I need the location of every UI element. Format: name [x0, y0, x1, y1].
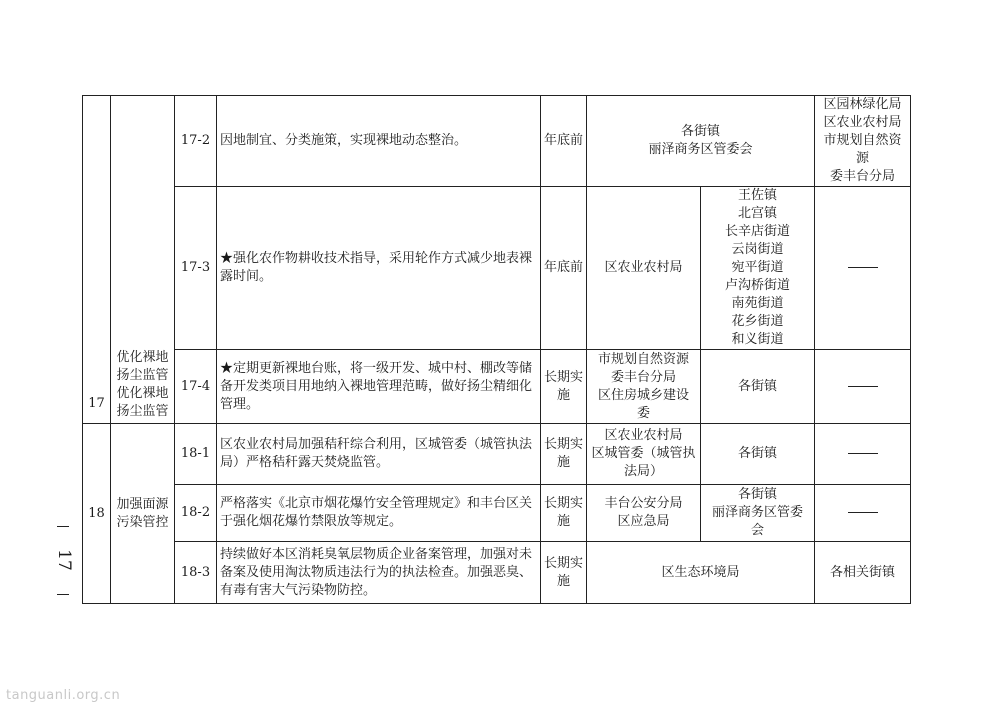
group-name-cell	[111, 424, 175, 604]
co-unit-line: 和义街道	[731, 332, 784, 347]
measure-text: 因地制宜、分类施策，实现裸地动态整治。	[217, 96, 541, 187]
lead-unit: 区生态环境局	[587, 542, 815, 604]
partner-unit	[815, 485, 911, 542]
empty-dash	[848, 386, 878, 387]
measure-text: ★定期更新裸地台账，将一级开发、城中村、棚改等储备开发类项目用地纳入裸地管理范畴，做好扬尘精细化管理。	[217, 350, 541, 424]
deadline: 长期实施	[541, 424, 587, 485]
co-unit-line: 宛平街道	[731, 260, 784, 275]
item-id: 17-2	[175, 96, 217, 187]
partner-unit-line: 市规划自然资源	[823, 133, 902, 166]
co-unit-cell	[701, 187, 815, 350]
co-unit-line: 各街镇	[737, 487, 777, 502]
deadline: 长期实施	[541, 542, 587, 604]
group-id: 17	[88, 396, 105, 411]
empty-dash	[848, 453, 878, 454]
table-row	[83, 187, 911, 350]
co-unit-line: 花乡街道	[731, 314, 784, 329]
lead-unit-line: 委丰台分局	[610, 369, 676, 385]
partner-unit	[815, 350, 911, 424]
measures-table	[82, 95, 911, 604]
lead-unit-cell	[587, 424, 701, 485]
deadline: 年底前	[541, 187, 587, 350]
partner-unit: 各相关街镇	[815, 542, 911, 604]
measure-text: 区农业农村局加强秸秆综合利用，区城管委（城管执法局）严格秸秆露天焚烧监管。	[217, 424, 541, 485]
table-row	[83, 542, 911, 604]
item-id: 18-1	[175, 424, 217, 485]
partner-unit	[815, 424, 911, 485]
deadline: 长期实施	[541, 485, 587, 542]
partner-unit-line: 区农业农村局	[823, 115, 902, 130]
lead-unit-cell	[587, 485, 701, 542]
lead-unit-line: 丽泽商务区管委会	[648, 142, 753, 157]
group-id: 18	[83, 424, 111, 604]
co-unit-line: 会	[750, 523, 764, 538]
table-row	[83, 424, 911, 485]
partner-unit-line: 区园林绿化局	[823, 97, 902, 112]
partner-unit	[815, 187, 911, 350]
group-name-line: 扬尘监管	[116, 368, 169, 383]
co-unit-line: 云岗街道	[731, 242, 784, 257]
lead-unit-cell	[587, 350, 701, 424]
group-name-line: 污染管控	[116, 514, 169, 530]
empty-dash	[848, 512, 878, 513]
lead-unit: 区农业农村局	[587, 187, 701, 350]
measure-text: 持续做好本区消耗臭氧层物质企业备案管理，加强对未备案及使用淘汰物质违法行为的执法检查。加强恶臭、有毒有害大气污染物防控。	[217, 542, 541, 604]
item-id: 18-3	[175, 542, 217, 604]
item-id: 18-2	[175, 485, 217, 542]
group-name-line: 优化裸地	[116, 350, 169, 365]
lead-unit-cell	[587, 96, 815, 187]
co-unit-line: 南苑街道	[731, 296, 784, 311]
lead-unit-line: 丰台公安分局	[604, 496, 683, 511]
co-unit-cell	[701, 485, 815, 542]
measure-text: ★强化农作物耕收技术指导，采用轮作方式减少地表裸露时间。	[217, 187, 541, 350]
page-number-bar	[57, 526, 69, 527]
empty-dash	[848, 267, 878, 268]
lead-unit-line: 委	[636, 405, 650, 421]
lead-unit-line: 区住房城乡建设	[597, 387, 689, 403]
group-name-line: 加强面源	[116, 496, 169, 512]
page-number	[50, 520, 74, 600]
page-number-bar	[57, 594, 69, 595]
partner-unit-cell	[815, 96, 911, 187]
table-row	[83, 350, 911, 424]
co-unit-line: 长辛店街道	[724, 224, 790, 239]
lead-unit-line: 各街镇	[680, 124, 720, 139]
item-id: 17-3	[175, 187, 217, 350]
page-number-text: 17	[53, 549, 74, 571]
lead-unit-line: 区农业农村局	[604, 428, 683, 443]
co-unit-line: 北宫镇	[737, 206, 777, 221]
group-id-cell	[83, 96, 111, 424]
table-row	[83, 96, 911, 187]
lead-unit-line: 区城管委（城管执	[591, 446, 696, 461]
deadline: 年底前	[541, 96, 587, 187]
lead-unit-line: 市规划自然资源	[597, 351, 689, 367]
lead-unit-line: 区应急局	[617, 514, 670, 529]
co-unit-line: 王佐镇	[737, 188, 777, 203]
watermark-text: tanguanli.org.cn	[6, 688, 121, 703]
group-name-line: 扬尘监管	[116, 404, 169, 419]
lead-unit-line: 法局）	[623, 464, 663, 479]
group-name-cell	[111, 96, 175, 424]
co-unit-line: 卢沟桥街道	[724, 278, 790, 293]
partner-unit-line: 委丰台分局	[829, 169, 895, 184]
deadline: 长期实施	[541, 350, 587, 424]
group-name-line: 优化裸地	[116, 386, 169, 401]
co-unit: 各街镇	[701, 424, 815, 485]
co-unit: 各街镇	[701, 350, 815, 424]
co-unit-line: 丽泽商务区管委	[711, 505, 803, 520]
table-row	[83, 485, 911, 542]
measure-text: 严格落实《北京市烟花爆竹安全管理规定》和丰台区关于强化烟花爆竹禁限放等规定。	[217, 485, 541, 542]
item-id: 17-4	[175, 350, 217, 424]
